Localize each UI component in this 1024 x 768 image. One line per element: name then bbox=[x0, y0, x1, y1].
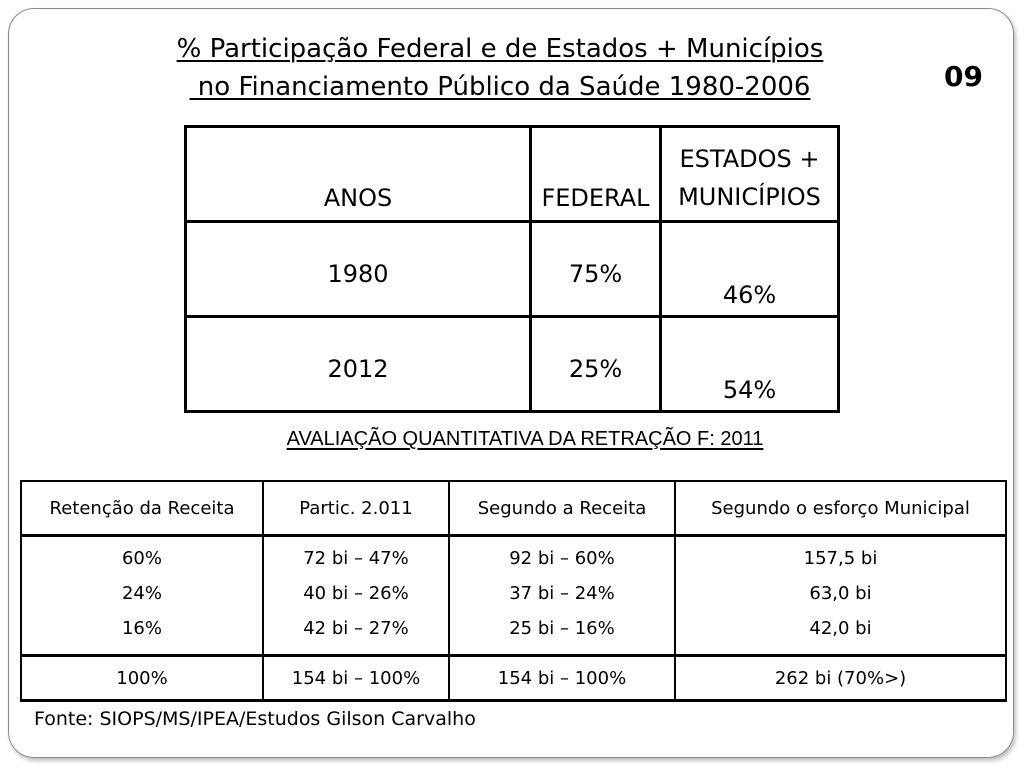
cell-ano: 2012 bbox=[186, 317, 531, 412]
retention-table bbox=[20, 480, 1007, 702]
table-cell: 72 bi – 47% bbox=[263, 536, 449, 577]
header-federal: FEDERAL bbox=[531, 127, 661, 222]
table-cell: 25 bi – 16% bbox=[449, 611, 675, 656]
table-row bbox=[21, 611, 1006, 656]
table-row bbox=[186, 222, 839, 317]
cell-federal: 75% bbox=[531, 222, 661, 317]
table-cell: 157,5 bi bbox=[675, 536, 1006, 577]
table-cell: 24% bbox=[21, 576, 263, 611]
title-line-2: no Financiamento Público da Saúde 1980-2006 bbox=[189, 72, 811, 102]
table-cell: 40 bi – 26% bbox=[263, 576, 449, 611]
table-row bbox=[186, 317, 839, 412]
table-cell: 16% bbox=[21, 611, 263, 656]
section-subtitle: AVALIAÇÃO QUANTITATIVA DA RETRAÇÃO F: 2011 bbox=[286, 428, 764, 450]
total-cell: 100% bbox=[21, 656, 263, 701]
total-cell: 154 bi – 100% bbox=[449, 656, 675, 701]
total-cell: 262 bi (70%>) bbox=[675, 656, 1006, 701]
title-line-1: % Participação Federal e de Estados + Municípios bbox=[176, 34, 824, 64]
header-partic: Partic. 2.011 bbox=[263, 481, 449, 536]
table-row bbox=[21, 536, 1006, 577]
participation-table bbox=[184, 125, 840, 413]
table-cell: 63,0 bi bbox=[675, 576, 1006, 611]
table-row bbox=[21, 576, 1006, 611]
header-retencao: Retenção da Receita bbox=[21, 481, 263, 536]
cell-ano: 1980 bbox=[186, 222, 531, 317]
table-cell: 60% bbox=[21, 536, 263, 577]
total-row bbox=[21, 656, 1006, 701]
cell-estados: 54% bbox=[661, 317, 839, 412]
header-receita: Segundo a Receita bbox=[449, 481, 675, 536]
slide-number: 09 bbox=[944, 60, 983, 93]
source-note: Fonte: SIOPS/MS/IPEA/Estudos Gilson Carvalho bbox=[34, 708, 476, 730]
table-cell: 37 bi – 24% bbox=[449, 576, 675, 611]
table-cell: 42 bi – 27% bbox=[263, 611, 449, 656]
header-anos: ANOS bbox=[186, 127, 531, 222]
header-estados bbox=[661, 127, 839, 222]
table-cell: 92 bi – 60% bbox=[449, 536, 675, 577]
header-estados-line1: ESTADOS + bbox=[679, 145, 820, 173]
cell-federal: 25% bbox=[531, 317, 661, 412]
cell-estados: 46% bbox=[661, 222, 839, 317]
total-cell: 154 bi – 100% bbox=[263, 656, 449, 701]
table-cell: 42,0 bi bbox=[675, 611, 1006, 656]
header-estados-line2: MUNICÍPIOS bbox=[678, 183, 821, 211]
slide-title bbox=[100, 30, 900, 106]
header-esforco: Segundo o esforço Municipal bbox=[675, 481, 1006, 536]
